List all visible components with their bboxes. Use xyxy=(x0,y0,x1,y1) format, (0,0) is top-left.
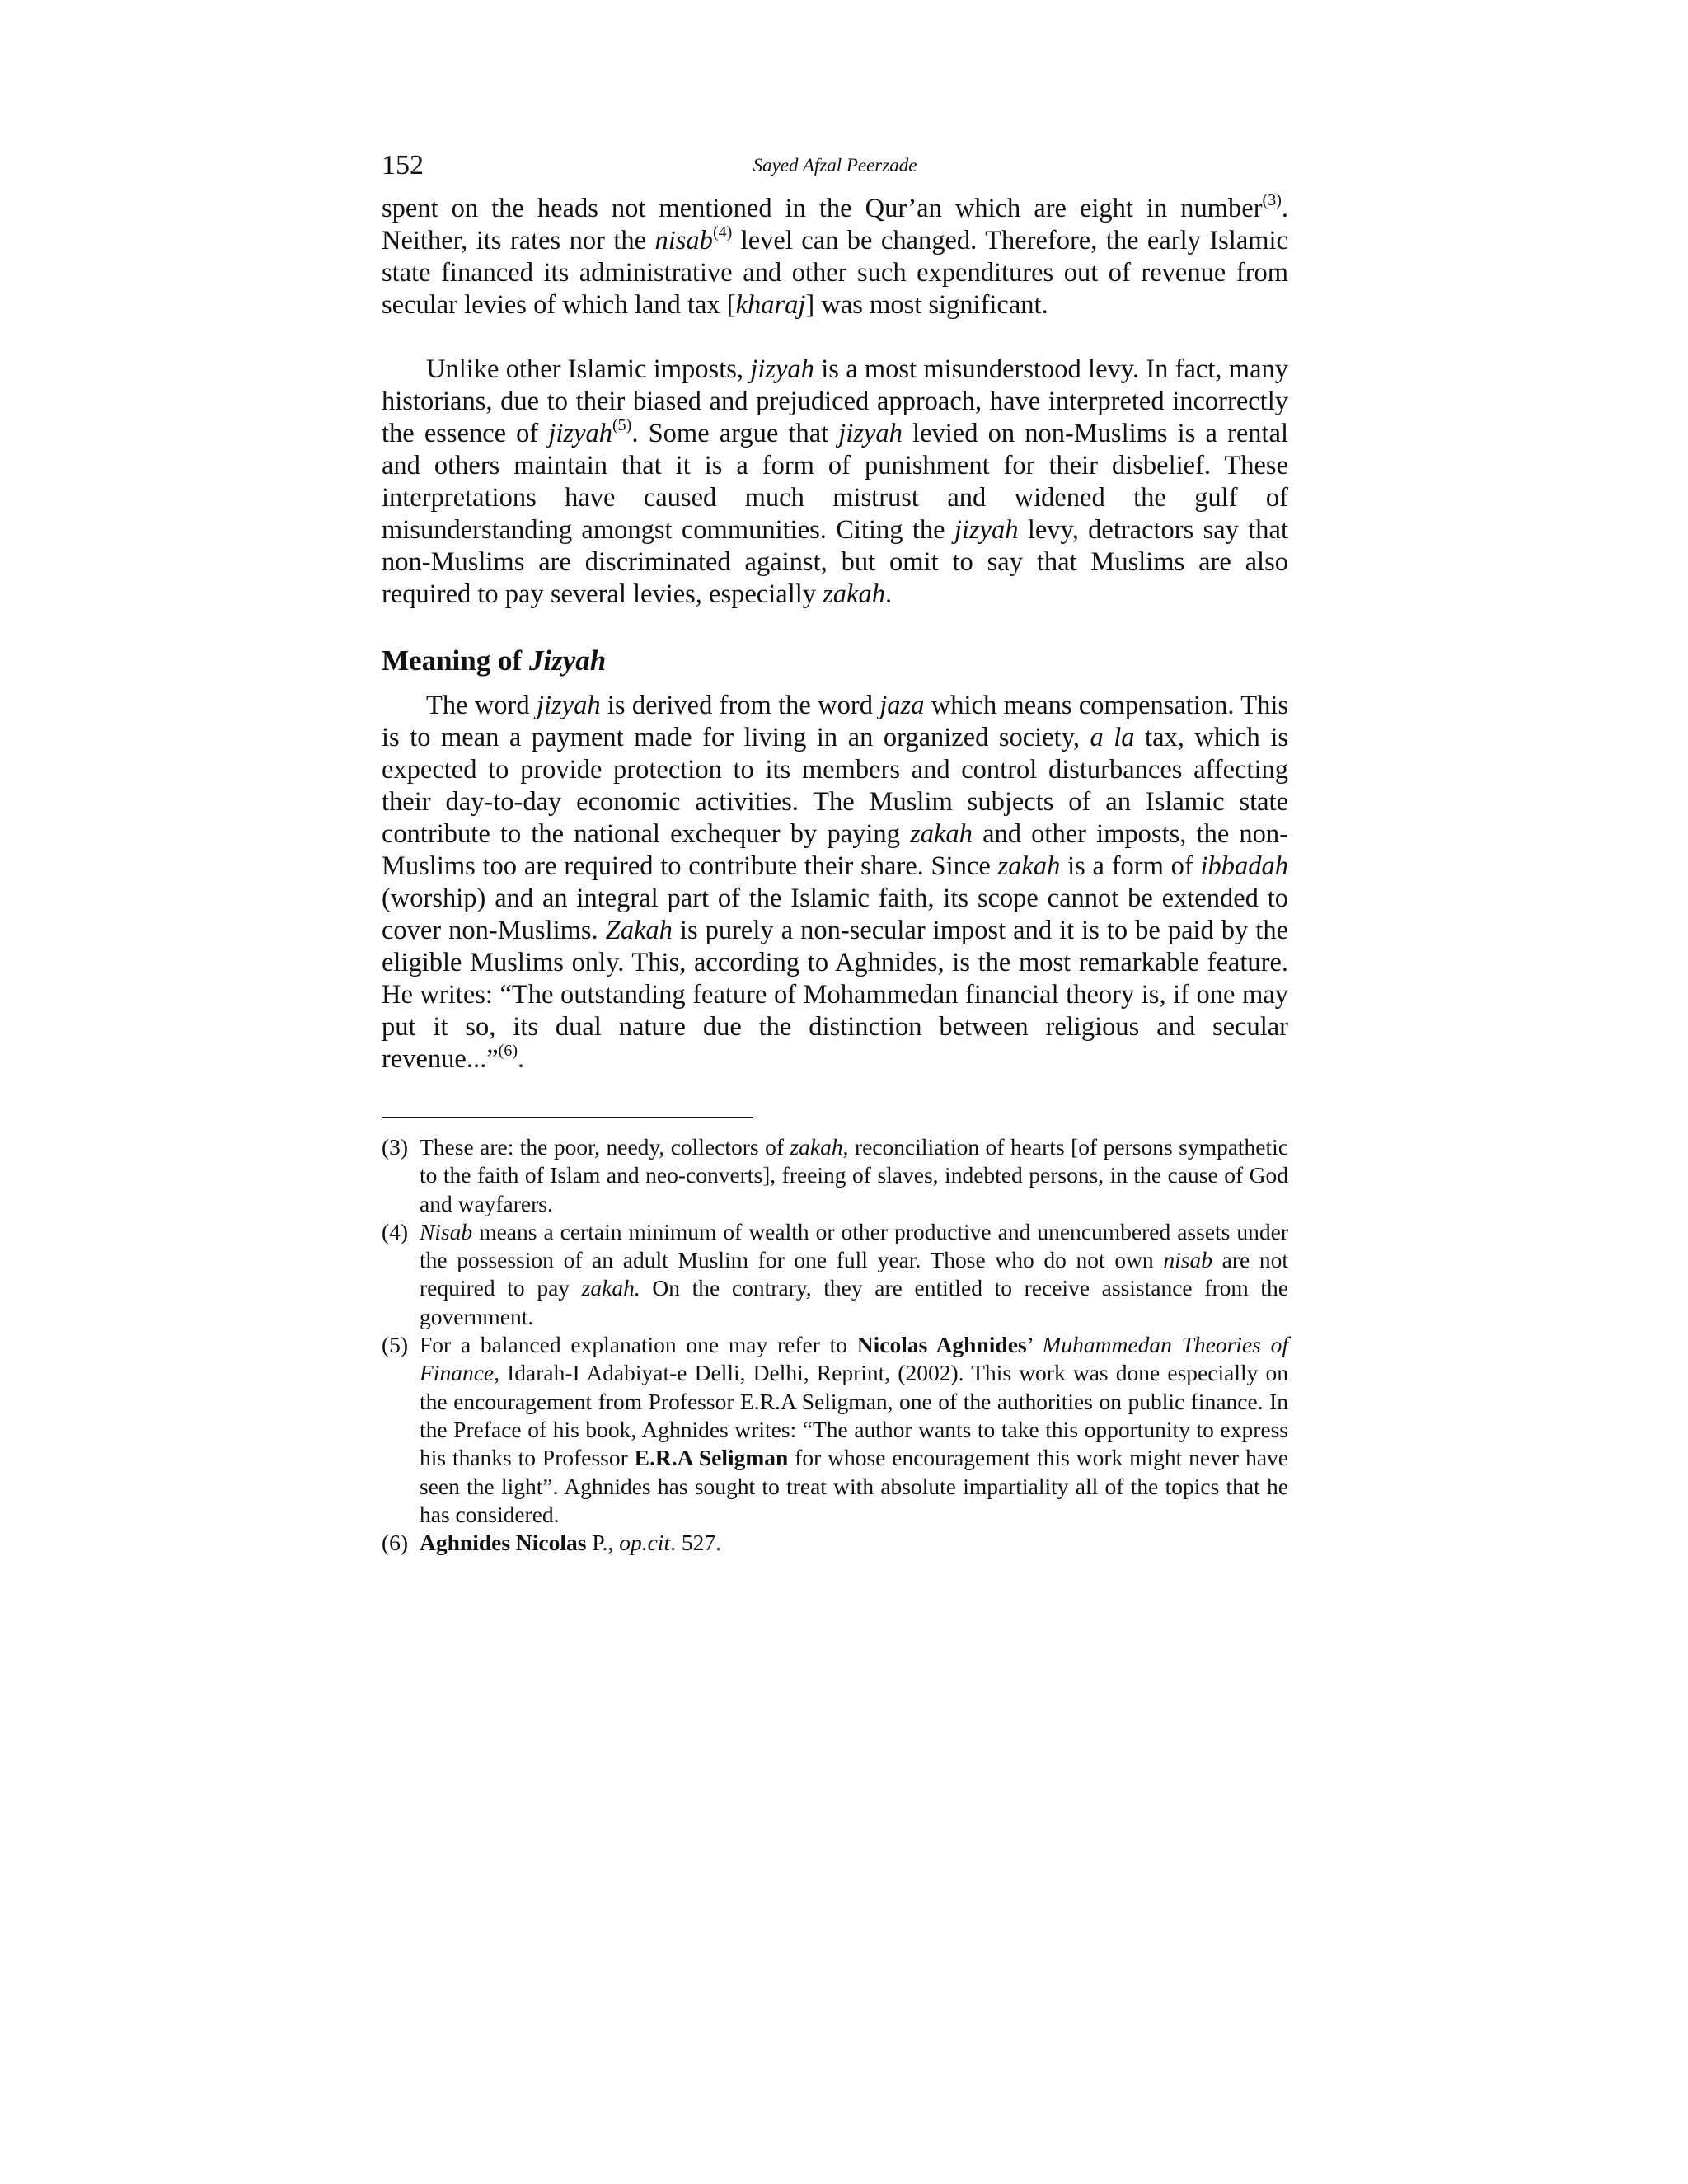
section-heading: Meaning of Jizyah xyxy=(382,644,607,677)
paragraph: Unlike other Islamic imposts, jizyah is a most misunderstood levy. In fact, many historians, due to their biased and prejudiced approach, have interpreted incorrectly the essence of jizyah$^{(5)}$. Some argue that jizyah levied on non-Muslims is a rental and others maintain that it is a form of punishment for their disbelief. These interpretations have caused much mistrust and widened the gulf of misunderstanding amongst communities. Citing the jizyah levy, detractors say that non-Muslims are discriminated against, but omit to say that Muslims are also required to pay several levies, especially zakah. xyxy=(382,354,1288,609)
body-text xyxy=(382,193,1288,1076)
footnote-4: (4) Nisab means a certain minimum of wealth or other productive and unencumbered assets under the possession of an adult Muslim for one full year. Those who do not own nisab are not required to pay zakah. On the contrary, they are entitled to receive assistance from the government. xyxy=(382,1218,1289,1329)
footnote-number: (5) xyxy=(382,1332,409,1358)
footnotes xyxy=(382,1133,1288,1557)
footnote-ref[interactable]: (6) xyxy=(498,1042,518,1060)
footnote-number: (4) xyxy=(382,1218,409,1244)
paragraph: spent on the heads not mentioned in the Qur’an which are eight in number$^{(3)}$. Neither, its rates nor the nisab$^{(4)}$ level can be changed. Therefore, the early Islamic state financed its administrative and other such expenditures out of revenue from secular levies of which land tax [kharaj] was most significant. xyxy=(382,191,1288,320)
footnote-number: (3) xyxy=(382,1134,409,1160)
running-head: Sayed Afzal Peerzade xyxy=(753,155,917,176)
footnote-6: (6) Aghnides Nicolas P., op.cit. 527. xyxy=(382,1529,1288,1557)
footnote-5: (5) For a balanced explanation one may refer to Nicolas Aghnides’ Muhammedan Theories of Finance, Idarah-I Adabiyat-e Delli, Delhi, Reprint, (2002). This work was done especially on the encouragement from Professor E.R.A Seligman, one of the authorities on public finance. In the Preface of his book, Aghnides writes: “The author wants to take this opportunity to express his thanks to Professor E.R.A Seligman for whose encouragement this work might never have seen the light”. Aghnides has sought to treat with absolute impartiality all of the topics that he has considered. xyxy=(382,1332,1288,1527)
page-header xyxy=(382,140,1288,193)
paragraph: The word jizyah is derived from the word jaza which means compensation. This is to mean a payment made for living in an organized society, a la tax, which is expected to provide protection to its members and control disturbances affecting their day-to-day economic activities. The Muslim subjects of an Islamic state contribute to the national exchequer by paying zakah and other imposts, the non-Muslims too are required to contribute their share. Since zakah is a form of ibbadah (worship) and an integral part of the Islamic faith, its scope cannot be extended to cover non-Muslims. Zakah is purely a non-secular impost and it is to be paid by the eligible Muslims only. This, according to Aghnides, is the most remarkable feature. He writes: “The outstanding feature of Mohammedan financial theory is, if one may put it so, its dual nature due the distinction between religious and secular revenue...”$^{(6)}$. xyxy=(382,691,1288,1074)
footnote-ref[interactable]: (5) xyxy=(612,416,632,434)
page xyxy=(382,140,1288,1557)
page-number: 152 xyxy=(382,150,424,180)
footnote-ref[interactable]: (4) xyxy=(712,223,733,241)
footnote-ref[interactable]: (3) xyxy=(1262,191,1282,209)
footnote-number: (6) xyxy=(382,1530,409,1556)
footnote-3: (3) These are: the poor, needy, collectors of zakah, reconciliation of hearts [of persons sympathetic to the faith of Islam and neo-converts], freeing of slaves, indebted persons, in the cause of God and wayfarers. xyxy=(382,1134,1288,1216)
footnote-separator xyxy=(382,1117,753,1118)
